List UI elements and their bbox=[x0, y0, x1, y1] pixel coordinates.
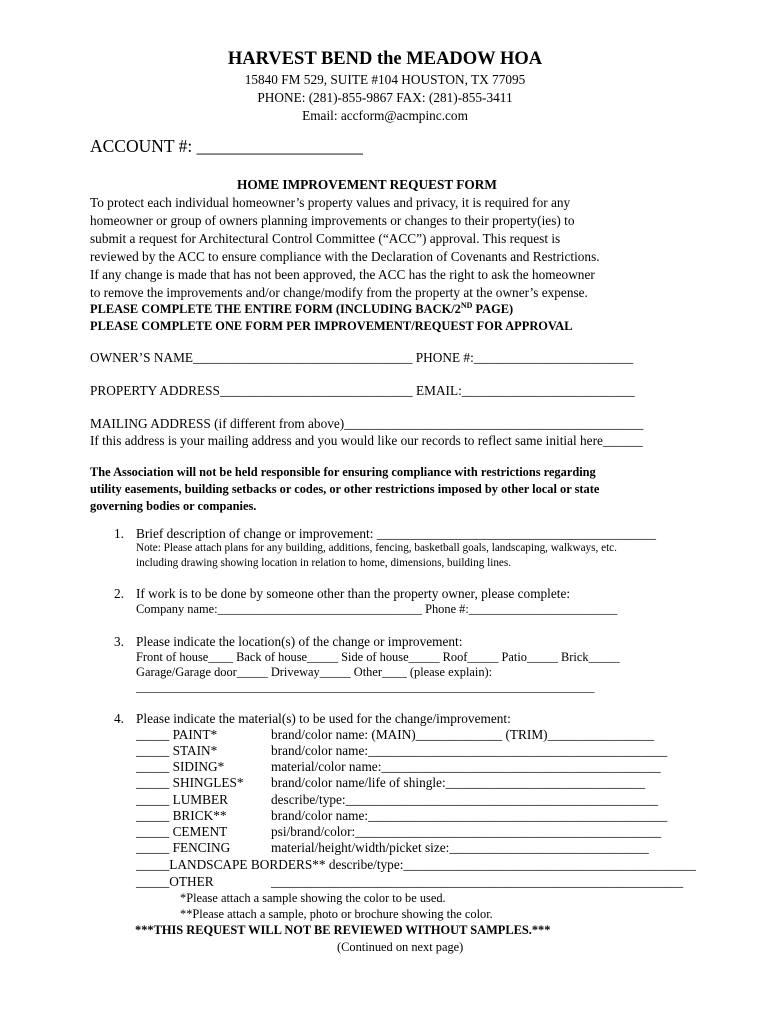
notice-one-form: PLEASE COMPLETE ONE FORM PER IMPROVEMENT/REQUEST FOR APPROVAL bbox=[90, 319, 573, 333]
material-checkbox-line[interactable]: _____ FENCING bbox=[136, 840, 231, 855]
material-checkbox-line[interactable]: _____ SHINGLES* bbox=[136, 775, 244, 790]
item-number: 2. bbox=[114, 586, 124, 601]
location-explain-line[interactable]: __________________________________________________________________________ bbox=[136, 680, 595, 694]
location-options-more[interactable]: Garage/Garage door_____ Driveway_____ Other____ (please explain): bbox=[136, 665, 493, 679]
landscape-borders-field[interactable]: _____LANDSCAPE BORDERS** describe/type:____________________________________________ bbox=[136, 857, 696, 872]
notice-superscript: ND bbox=[460, 301, 473, 310]
material-checkbox-line[interactable]: _____ CEMENT bbox=[136, 824, 228, 839]
intro-line: submit a request for Architectural Control Committee (“ACC”) approval. This request is bbox=[90, 231, 561, 246]
disclaimer-line: governing bodies or companies. bbox=[90, 499, 257, 513]
material-detail-field[interactable]: brand/color name:_____________________________________________ bbox=[271, 743, 668, 758]
intro-line: To protect each individual homeowner’s property values and privacy, it is required for any bbox=[90, 195, 571, 210]
material-detail-field[interactable]: describe/type:_______________________________________________ bbox=[271, 792, 659, 807]
plans-note: Note: Please attach plans for any building, additions, fencing, basketball goals, landscaping, walkways, etc. bbox=[136, 542, 617, 554]
material-checkbox-line[interactable]: _____ LUMBER bbox=[136, 792, 228, 807]
materials-question: Please indicate the material(s) to be used for the change/improvement: bbox=[136, 711, 511, 726]
notice-complete-form bbox=[90, 303, 513, 315]
other-material-field[interactable]: ______________________________________________________________ bbox=[271, 874, 684, 889]
plans-note-cont: including drawing showing location in relation to home, dimensions, building lines. bbox=[136, 557, 512, 569]
item-number: 1. bbox=[114, 526, 124, 541]
description-field[interactable]: Brief description of change or improvement: __________________________________________ bbox=[136, 526, 656, 541]
location-options[interactable]: Front of house____ Back of house_____ Side of house_____ Roof_____ Patio_____ Brick_____ bbox=[136, 650, 620, 664]
hoa-title: HARVEST BEND the MEADOW HOA bbox=[227, 49, 543, 69]
color-sample-note: *Please attach a sample showing the color to be used. bbox=[180, 891, 446, 905]
material-detail-field[interactable]: material/height/width/picket size:______________________________ bbox=[271, 840, 649, 855]
notice-text-end: PAGE) bbox=[472, 302, 514, 316]
sample-photo-note: **Please attach a sample, photo or brochure showing the color. bbox=[180, 907, 493, 921]
item-number: 3. bbox=[114, 634, 124, 649]
intro-line: to remove the improvements and/or change/modify from the property at the owner’s expense. bbox=[90, 285, 588, 300]
material-detail-field[interactable]: material/color name:__________________________________________ bbox=[271, 759, 661, 774]
material-checkbox-line[interactable]: _____ BRICK** bbox=[136, 808, 227, 823]
location-question: Please indicate the location(s) of the change or improvement: bbox=[136, 634, 463, 649]
contractor-question: If work is to be done by someone other than the property owner, please complete: bbox=[136, 586, 571, 601]
material-detail-field[interactable]: brand/color name:_____________________________________________ bbox=[271, 808, 668, 823]
mailing-initial-field[interactable]: If this address is your mailing address and you would like our records to reflect same initial here______ bbox=[90, 433, 643, 448]
material-detail-field[interactable]: brand/color name: (MAIN)_____________ (TRIM)________________ bbox=[271, 727, 654, 742]
property-address-email-field[interactable]: PROPERTY ADDRESS_____________________________ EMAIL:__________________________ bbox=[90, 383, 635, 398]
item-number: 4. bbox=[114, 711, 124, 726]
disclaimer-line: utility easements, building setbacks or codes, or other restrictions imposed by other local or state bbox=[90, 482, 600, 496]
intro-line: reviewed by the ACC to ensure compliance with the Declaration of Covenants and Restrictions. bbox=[90, 249, 600, 264]
intro-line: If any change is made that has not been approved, the ACC has the right to ask the homeowner bbox=[90, 267, 595, 282]
continued-note: (Continued on next page) bbox=[337, 940, 464, 954]
disclaimer-line: The Association will not be held responsible for ensuring compliance with restrictions regarding bbox=[90, 465, 596, 479]
hoa-phone-fax: PHONE: (281)-855-9867 FAX: (281)-855-3411 bbox=[257, 90, 513, 105]
hoa-email: Email: accform@acmpinc.com bbox=[302, 108, 468, 123]
other-material-checkbox[interactable]: _____OTHER bbox=[136, 874, 214, 889]
hoa-address: 15840 FM 529, SUITE #104 HOUSTON, TX 77095 bbox=[244, 72, 526, 87]
mailing-address-field[interactable]: MAILING ADDRESS (if different from above)_____________________________________________ bbox=[90, 416, 644, 431]
material-detail-field[interactable]: brand/color name/life of shingle:______________________________ bbox=[271, 775, 646, 790]
account-number-field[interactable]: ACCOUNT #: ___________________ bbox=[90, 136, 363, 156]
intro-line: homeowner or group of owners planning improvements or changes to their property(ies) to bbox=[90, 213, 575, 228]
form-title: HOME IMPROVEMENT REQUEST FORM bbox=[237, 177, 497, 192]
company-phone-field[interactable]: Company name:_________________________________ Phone #:________________________ bbox=[136, 602, 618, 616]
material-detail-field[interactable]: psi/brand/color:______________________________________________ bbox=[271, 824, 662, 839]
material-checkbox-line[interactable]: _____ SIDING* bbox=[136, 759, 225, 774]
notice-text: PLEASE COMPLETE THE ENTIRE FORM (INCLUDING BACK/2 bbox=[90, 302, 461, 316]
material-checkbox-line[interactable]: _____ PAINT* bbox=[136, 727, 218, 742]
owner-name-phone-field[interactable]: OWNER’S NAME_________________________________ PHONE #:________________________ bbox=[90, 350, 634, 365]
samples-warning: ***THIS REQUEST WILL NOT BE REVIEWED WITHOUT SAMPLES.*** bbox=[135, 923, 551, 937]
material-checkbox-line[interactable]: _____ STAIN* bbox=[136, 743, 218, 758]
